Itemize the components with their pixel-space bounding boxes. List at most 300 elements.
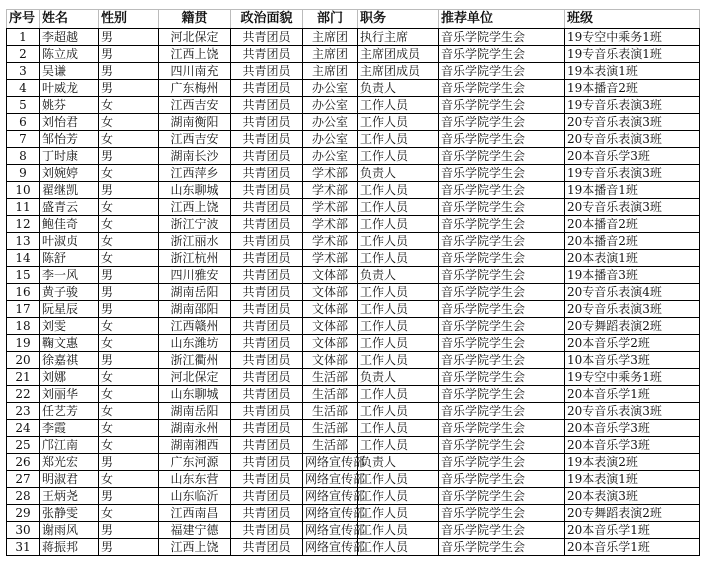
cell-name[interactable]: 阮星辰 [40, 301, 99, 318]
cell-name[interactable]: 吴谦 [40, 63, 99, 80]
cell-recommending-unit[interactable]: 音乐学院学生会 [439, 267, 565, 284]
cell-hometown[interactable]: 湖南邵阳 [159, 301, 231, 318]
cell-index[interactable]: 6 [7, 114, 40, 131]
cell-class[interactable]: 19本播音2班 [565, 80, 700, 97]
cell-gender[interactable]: 男 [99, 80, 159, 97]
cell-name[interactable]: 刘婉婷 [40, 165, 99, 182]
cell-position[interactable]: 工作人员 [358, 301, 439, 318]
cell-index[interactable]: 26 [7, 454, 40, 471]
cell-gender[interactable]: 男 [99, 301, 159, 318]
cell-name[interactable]: 李一风 [40, 267, 99, 284]
cell-recommending-unit[interactable]: 音乐学院学生会 [439, 199, 565, 216]
cell-department[interactable]: 网络宣传部 [303, 488, 358, 505]
header-cell-name[interactable]: 姓名 [40, 10, 99, 29]
table-row [7, 369, 700, 386]
cell-gender[interactable]: 男 [99, 148, 159, 165]
cell-gender[interactable]: 女 [99, 199, 159, 216]
cell-recommending-unit[interactable]: 音乐学院学生会 [439, 114, 565, 131]
cell-gender[interactable]: 女 [99, 403, 159, 420]
cell-political-status[interactable]: 共青团员 [231, 386, 303, 403]
cell-position[interactable]: 工作人员 [358, 97, 439, 114]
cell-political-status[interactable]: 共青团员 [231, 522, 303, 539]
cell-hometown[interactable]: 江西赣州 [159, 318, 231, 335]
cell-hometown[interactable]: 山东东营 [159, 471, 231, 488]
cell-political-status[interactable]: 共青团员 [231, 148, 303, 165]
cell-position[interactable]: 工作人员 [358, 386, 439, 403]
cell-recommending-unit[interactable]: 音乐学院学生会 [439, 420, 565, 437]
cell-hometown[interactable]: 四川南充 [159, 63, 231, 80]
cell-department[interactable]: 主席团 [303, 29, 358, 46]
cell-department[interactable]: 生活部 [303, 386, 358, 403]
cell-gender[interactable]: 女 [99, 165, 159, 182]
cell-political-status[interactable]: 共青团员 [231, 182, 303, 199]
cell-recommending-unit[interactable]: 音乐学院学生会 [439, 80, 565, 97]
cell-department[interactable]: 文体部 [303, 267, 358, 284]
cell-index[interactable]: 19 [7, 335, 40, 352]
cell-index[interactable]: 13 [7, 233, 40, 250]
cell-class[interactable]: 20本表演3班 [565, 488, 700, 505]
cell-hometown[interactable]: 江西吉安 [159, 131, 231, 148]
cell-index[interactable]: 20 [7, 352, 40, 369]
cell-class[interactable]: 19本表演1班 [565, 63, 700, 80]
cell-department[interactable]: 学术部 [303, 199, 358, 216]
cell-position[interactable]: 工作人员 [358, 318, 439, 335]
cell-gender[interactable]: 女 [99, 471, 159, 488]
cell-gender[interactable]: 男 [99, 267, 159, 284]
cell-political-status[interactable]: 共青团员 [231, 63, 303, 80]
cell-position[interactable]: 工作人员 [358, 352, 439, 369]
cell-hometown[interactable]: 广东梅州 [159, 80, 231, 97]
cell-recommending-unit[interactable]: 音乐学院学生会 [439, 335, 565, 352]
cell-political-status[interactable]: 共青团员 [231, 216, 303, 233]
cell-position[interactable]: 工作人员 [358, 199, 439, 216]
cell-recommending-unit[interactable]: 音乐学院学生会 [439, 318, 565, 335]
cell-index[interactable]: 21 [7, 369, 40, 386]
cell-name[interactable]: 陈立成 [40, 46, 99, 63]
cell-department[interactable]: 文体部 [303, 335, 358, 352]
cell-department[interactable]: 办公室 [303, 114, 358, 131]
cell-name[interactable]: 郑光宏 [40, 454, 99, 471]
cell-index[interactable]: 31 [7, 539, 40, 556]
cell-position[interactable]: 工作人员 [358, 250, 439, 267]
cell-political-status[interactable]: 共青团员 [231, 114, 303, 131]
header-cell-gender[interactable]: 性别 [99, 10, 159, 29]
cell-gender[interactable]: 男 [99, 522, 159, 539]
cell-position[interactable]: 负责人 [358, 80, 439, 97]
cell-name[interactable]: 邹怡芳 [40, 131, 99, 148]
cell-political-status[interactable]: 共青团员 [231, 471, 303, 488]
cell-class[interactable]: 20专音乐表演3班 [565, 114, 700, 131]
cell-class[interactable]: 20专舞蹈表演2班 [565, 318, 700, 335]
cell-recommending-unit[interactable]: 音乐学院学生会 [439, 284, 565, 301]
cell-gender[interactable]: 男 [99, 488, 159, 505]
cell-hometown[interactable]: 湖南湘西 [159, 437, 231, 454]
cell-gender[interactable]: 男 [99, 352, 159, 369]
cell-hometown[interactable]: 山东临沂 [159, 488, 231, 505]
header-cell-recommending-unit[interactable]: 推荐单位 [439, 10, 565, 29]
cell-class[interactable]: 20本音乐学3班 [565, 420, 700, 437]
cell-gender[interactable]: 女 [99, 420, 159, 437]
cell-department[interactable]: 文体部 [303, 352, 358, 369]
header-cell-hometown[interactable]: 籍贯 [159, 10, 231, 29]
cell-name[interactable]: 刘丽华 [40, 386, 99, 403]
cell-name[interactable]: 王炳尧 [40, 488, 99, 505]
cell-index[interactable]: 14 [7, 250, 40, 267]
cell-recommending-unit[interactable]: 音乐学院学生会 [439, 216, 565, 233]
cell-recommending-unit[interactable]: 音乐学院学生会 [439, 539, 565, 556]
cell-name[interactable]: 鞠文惠 [40, 335, 99, 352]
cell-index[interactable]: 1 [7, 29, 40, 46]
cell-class[interactable]: 19本播音3班 [565, 267, 700, 284]
cell-index[interactable]: 23 [7, 403, 40, 420]
cell-hometown[interactable]: 江西上饶 [159, 199, 231, 216]
cell-name[interactable]: 刘雯 [40, 318, 99, 335]
cell-name[interactable]: 黄子骏 [40, 284, 99, 301]
cell-position[interactable]: 工作人员 [358, 522, 439, 539]
cell-class[interactable]: 19本表演1班 [565, 471, 700, 488]
cell-class[interactable]: 19专空中乘务1班 [565, 29, 700, 46]
cell-name[interactable]: 邝江南 [40, 437, 99, 454]
cell-index[interactable]: 30 [7, 522, 40, 539]
cell-class[interactable]: 20专音乐表演3班 [565, 403, 700, 420]
cell-name[interactable]: 翟继凯 [40, 182, 99, 199]
cell-position[interactable]: 工作人员 [358, 148, 439, 165]
cell-department[interactable]: 学术部 [303, 165, 358, 182]
cell-hometown[interactable]: 浙江丽水 [159, 233, 231, 250]
table-body [7, 29, 700, 556]
cell-hometown[interactable]: 广东河源 [159, 454, 231, 471]
cell-gender[interactable]: 女 [99, 318, 159, 335]
cell-department[interactable]: 学术部 [303, 233, 358, 250]
cell-gender[interactable]: 女 [99, 131, 159, 148]
cell-political-status[interactable]: 共青团员 [231, 403, 303, 420]
cell-political-status[interactable]: 共青团员 [231, 301, 303, 318]
table-row [7, 454, 700, 471]
cell-gender[interactable]: 男 [99, 454, 159, 471]
cell-position[interactable]: 工作人员 [358, 488, 439, 505]
cell-recommending-unit[interactable]: 音乐学院学生会 [439, 46, 565, 63]
cell-gender[interactable]: 女 [99, 335, 159, 352]
cell-political-status[interactable]: 共青团员 [231, 284, 303, 301]
cell-name[interactable]: 叶威龙 [40, 80, 99, 97]
cell-position[interactable]: 工作人员 [358, 114, 439, 131]
table-row [7, 63, 700, 80]
cell-political-status[interactable]: 共青团员 [231, 80, 303, 97]
cell-recommending-unit[interactable]: 音乐学院学生会 [439, 522, 565, 539]
cell-index[interactable]: 29 [7, 505, 40, 522]
cell-department[interactable]: 办公室 [303, 97, 358, 114]
cell-gender[interactable]: 男 [99, 284, 159, 301]
cell-political-status[interactable]: 共青团员 [231, 352, 303, 369]
header-cell-department[interactable]: 部门 [303, 10, 358, 29]
cell-political-status[interactable]: 共青团员 [231, 97, 303, 114]
cell-political-status[interactable]: 共青团员 [231, 488, 303, 505]
cell-position[interactable]: 负责人 [358, 454, 439, 471]
cell-position[interactable]: 工作人员 [358, 233, 439, 250]
cell-hometown[interactable]: 江西南昌 [159, 505, 231, 522]
cell-index[interactable]: 9 [7, 165, 40, 182]
cell-recommending-unit[interactable]: 音乐学院学生会 [439, 97, 565, 114]
cell-department[interactable]: 网络宣传部 [303, 454, 358, 471]
cell-department[interactable]: 学术部 [303, 216, 358, 233]
cell-recommending-unit[interactable]: 音乐学院学生会 [439, 454, 565, 471]
cell-recommending-unit[interactable]: 音乐学院学生会 [439, 131, 565, 148]
cell-class[interactable]: 20本播音2班 [565, 216, 700, 233]
cell-department[interactable]: 办公室 [303, 148, 358, 165]
cell-gender[interactable]: 女 [99, 250, 159, 267]
cell-political-status[interactable]: 共青团员 [231, 420, 303, 437]
cell-name[interactable]: 陈舒 [40, 250, 99, 267]
cell-gender[interactable]: 女 [99, 114, 159, 131]
cell-class[interactable]: 19专音乐表演3班 [565, 97, 700, 114]
table-row [7, 335, 700, 352]
cell-name[interactable]: 叶淑贞 [40, 233, 99, 250]
cell-name[interactable]: 张静雯 [40, 505, 99, 522]
cell-position[interactable]: 工作人员 [358, 403, 439, 420]
cell-class[interactable]: 20本音乐学2班 [565, 335, 700, 352]
cell-index[interactable]: 3 [7, 63, 40, 80]
cell-class[interactable]: 19专空中乘务1班 [565, 369, 700, 386]
cell-position[interactable]: 工作人员 [358, 471, 439, 488]
cell-hometown[interactable]: 河北保定 [159, 29, 231, 46]
cell-political-status[interactable]: 共青团员 [231, 505, 303, 522]
cell-department[interactable]: 办公室 [303, 131, 358, 148]
cell-political-status[interactable]: 共青团员 [231, 539, 303, 556]
cell-department[interactable]: 网络宣传部 [303, 471, 358, 488]
cell-hometown[interactable]: 湖南岳阳 [159, 403, 231, 420]
cell-class[interactable]: 20专舞蹈表演2班 [565, 505, 700, 522]
cell-gender[interactable]: 女 [99, 437, 159, 454]
cell-index[interactable]: 15 [7, 267, 40, 284]
cell-hometown[interactable]: 湖南岳阳 [159, 284, 231, 301]
header-row [7, 10, 700, 29]
cell-gender[interactable]: 女 [99, 97, 159, 114]
cell-position[interactable]: 工作人员 [358, 420, 439, 437]
cell-political-status[interactable]: 共青团员 [231, 437, 303, 454]
table-row [7, 29, 700, 46]
cell-index[interactable]: 18 [7, 318, 40, 335]
cell-name[interactable]: 李霞 [40, 420, 99, 437]
cell-class[interactable]: 20专音乐表演3班 [565, 301, 700, 318]
cell-index[interactable]: 2 [7, 46, 40, 63]
cell-position[interactable]: 工作人员 [358, 505, 439, 522]
cell-department[interactable]: 网络宣传部 [303, 505, 358, 522]
cell-class[interactable]: 10本音乐学3班 [565, 352, 700, 369]
cell-hometown[interactable]: 河北保定 [159, 369, 231, 386]
cell-recommending-unit[interactable]: 音乐学院学生会 [439, 369, 565, 386]
cell-department[interactable]: 学术部 [303, 250, 358, 267]
cell-recommending-unit[interactable]: 音乐学院学生会 [439, 165, 565, 182]
cell-recommending-unit[interactable]: 音乐学院学生会 [439, 182, 565, 199]
cell-department[interactable]: 主席团 [303, 63, 358, 80]
table-row [7, 46, 700, 63]
cell-department[interactable]: 学术部 [303, 182, 358, 199]
cell-class[interactable]: 20本音乐学1班 [565, 386, 700, 403]
cell-class[interactable]: 20本音乐学3班 [565, 437, 700, 454]
cell-position[interactable]: 工作人员 [358, 216, 439, 233]
cell-hometown[interactable]: 江西吉安 [159, 97, 231, 114]
cell-political-status[interactable]: 共青团员 [231, 46, 303, 63]
cell-department[interactable]: 网络宣传部 [303, 539, 358, 556]
cell-political-status[interactable]: 共青团员 [231, 29, 303, 46]
cell-gender[interactable]: 男 [99, 46, 159, 63]
cell-hometown[interactable]: 山东潍坊 [159, 335, 231, 352]
cell-department[interactable]: 文体部 [303, 318, 358, 335]
cell-gender[interactable]: 男 [99, 63, 159, 80]
cell-political-status[interactable]: 共青团员 [231, 233, 303, 250]
cell-hometown[interactable]: 山东聊城 [159, 386, 231, 403]
table-row [7, 114, 700, 131]
table-row [7, 471, 700, 488]
cell-gender[interactable]: 女 [99, 505, 159, 522]
cell-hometown[interactable]: 山东聊城 [159, 182, 231, 199]
cell-index[interactable]: 5 [7, 97, 40, 114]
cell-name[interactable]: 刘怡君 [40, 114, 99, 131]
cell-hometown[interactable]: 江西上饶 [159, 539, 231, 556]
cell-name[interactable]: 徐嘉祺 [40, 352, 99, 369]
cell-position[interactable]: 负责人 [358, 165, 439, 182]
cell-class[interactable]: 20专音乐表演3班 [565, 131, 700, 148]
table-row [7, 505, 700, 522]
cell-position[interactable]: 主席团成员 [358, 63, 439, 80]
cell-department[interactable]: 生活部 [303, 369, 358, 386]
cell-name[interactable]: 姚芬 [40, 97, 99, 114]
cell-hometown[interactable]: 湖南长沙 [159, 148, 231, 165]
cell-political-status[interactable]: 共青团员 [231, 165, 303, 182]
cell-name[interactable]: 任艺芳 [40, 403, 99, 420]
cell-gender[interactable]: 女 [99, 216, 159, 233]
cell-name[interactable]: 明淑君 [40, 471, 99, 488]
cell-position[interactable]: 工作人员 [358, 437, 439, 454]
cell-position[interactable]: 执行主席 [358, 29, 439, 46]
cell-recommending-unit[interactable]: 音乐学院学生会 [439, 29, 565, 46]
cell-position[interactable]: 负责人 [358, 369, 439, 386]
cell-class[interactable]: 20本音乐学1班 [565, 522, 700, 539]
cell-department[interactable]: 办公室 [303, 80, 358, 97]
cell-index[interactable]: 8 [7, 148, 40, 165]
cell-index[interactable]: 7 [7, 131, 40, 148]
cell-class[interactable]: 20本播音2班 [565, 233, 700, 250]
cell-class[interactable]: 20专音乐表演3班 [565, 199, 700, 216]
cell-gender[interactable]: 男 [99, 539, 159, 556]
cell-index[interactable]: 22 [7, 386, 40, 403]
cell-department[interactable]: 文体部 [303, 284, 358, 301]
cell-gender[interactable]: 男 [99, 182, 159, 199]
cell-recommending-unit[interactable]: 音乐学院学生会 [439, 403, 565, 420]
cell-hometown[interactable]: 浙江宁波 [159, 216, 231, 233]
cell-name[interactable]: 蒋振邦 [40, 539, 99, 556]
table-row [7, 182, 700, 199]
cell-name[interactable]: 谢雨风 [40, 522, 99, 539]
cell-index[interactable]: 4 [7, 80, 40, 97]
cell-recommending-unit[interactable]: 音乐学院学生会 [439, 488, 565, 505]
cell-department[interactable]: 生活部 [303, 403, 358, 420]
cell-recommending-unit[interactable]: 音乐学院学生会 [439, 148, 565, 165]
cell-department[interactable]: 网络宣传部 [303, 522, 358, 539]
cell-department[interactable]: 文体部 [303, 301, 358, 318]
cell-class[interactable]: 19专音乐表演1班 [565, 46, 700, 63]
cell-department[interactable]: 生活部 [303, 420, 358, 437]
header-cell-position[interactable]: 职务 [358, 10, 439, 29]
cell-name[interactable]: 盛青云 [40, 199, 99, 216]
cell-recommending-unit[interactable]: 音乐学院学生会 [439, 471, 565, 488]
cell-gender[interactable]: 女 [99, 369, 159, 386]
cell-gender[interactable]: 女 [99, 233, 159, 250]
cell-index[interactable]: 10 [7, 182, 40, 199]
cell-recommending-unit[interactable]: 音乐学院学生会 [439, 437, 565, 454]
cell-name[interactable]: 鲍佳奇 [40, 216, 99, 233]
header-cell-index[interactable]: 序号 [7, 10, 40, 29]
cell-hometown[interactable]: 浙江衢州 [159, 352, 231, 369]
cell-class[interactable]: 20本音乐学3班 [565, 148, 700, 165]
cell-hometown[interactable]: 四川雅安 [159, 267, 231, 284]
cell-position[interactable]: 主席团成员 [358, 46, 439, 63]
cell-class[interactable]: 20本表演1班 [565, 250, 700, 267]
cell-index[interactable]: 11 [7, 199, 40, 216]
cell-political-status[interactable]: 共青团员 [231, 199, 303, 216]
cell-index[interactable]: 25 [7, 437, 40, 454]
header-cell-political-status[interactable]: 政治面貌 [231, 10, 303, 29]
cell-position[interactable]: 工作人员 [358, 335, 439, 352]
cell-gender[interactable]: 男 [99, 29, 159, 46]
cell-gender[interactable]: 女 [99, 386, 159, 403]
cell-recommending-unit[interactable]: 音乐学院学生会 [439, 63, 565, 80]
cell-hometown[interactable]: 浙江杭州 [159, 250, 231, 267]
cell-position[interactable]: 负责人 [358, 267, 439, 284]
cell-hometown[interactable]: 湖南永州 [159, 420, 231, 437]
cell-recommending-unit[interactable]: 音乐学院学生会 [439, 250, 565, 267]
cell-political-status[interactable]: 共青团员 [231, 267, 303, 284]
cell-department[interactable]: 主席团 [303, 46, 358, 63]
cell-hometown[interactable]: 江西萍乡 [159, 165, 231, 182]
cell-hometown[interactable]: 湖南衡阳 [159, 114, 231, 131]
cell-recommending-unit[interactable]: 音乐学院学生会 [439, 386, 565, 403]
cell-index[interactable]: 16 [7, 284, 40, 301]
cell-hometown[interactable]: 福建宁德 [159, 522, 231, 539]
cell-hometown[interactable]: 江西上饶 [159, 46, 231, 63]
cell-name[interactable]: 李超越 [40, 29, 99, 46]
cell-index[interactable]: 28 [7, 488, 40, 505]
cell-position[interactable]: 工作人员 [358, 131, 439, 148]
cell-recommending-unit[interactable]: 音乐学院学生会 [439, 233, 565, 250]
cell-political-status[interactable]: 共青团员 [231, 454, 303, 471]
cell-index[interactable]: 24 [7, 420, 40, 437]
cell-political-status[interactable]: 共青团员 [231, 369, 303, 386]
cell-class[interactable]: 19专音乐表演3班 [565, 165, 700, 182]
cell-index[interactable]: 27 [7, 471, 40, 488]
cell-political-status[interactable]: 共青团员 [231, 250, 303, 267]
cell-position[interactable]: 工作人员 [358, 284, 439, 301]
cell-recommending-unit[interactable]: 音乐学院学生会 [439, 301, 565, 318]
cell-political-status[interactable]: 共青团员 [231, 318, 303, 335]
cell-recommending-unit[interactable]: 音乐学院学生会 [439, 352, 565, 369]
cell-class[interactable]: 20本音乐学1班 [565, 539, 700, 556]
cell-position[interactable]: 工作人员 [358, 182, 439, 199]
cell-political-status[interactable]: 共青团员 [231, 335, 303, 352]
header-cell-class[interactable]: 班级 [565, 10, 700, 29]
cell-political-status[interactable]: 共青团员 [231, 131, 303, 148]
cell-class[interactable]: 19本播音1班 [565, 182, 700, 199]
cell-name[interactable]: 刘娜 [40, 369, 99, 386]
cell-class[interactable]: 20专音乐表演4班 [565, 284, 700, 301]
cell-class[interactable]: 19本表演2班 [565, 454, 700, 471]
cell-index[interactable]: 12 [7, 216, 40, 233]
cell-department[interactable]: 生活部 [303, 437, 358, 454]
cell-name[interactable]: 丁时康 [40, 148, 99, 165]
cell-recommending-unit[interactable]: 音乐学院学生会 [439, 505, 565, 522]
cell-position[interactable]: 工作人员 [358, 539, 439, 556]
cell-index[interactable]: 17 [7, 301, 40, 318]
